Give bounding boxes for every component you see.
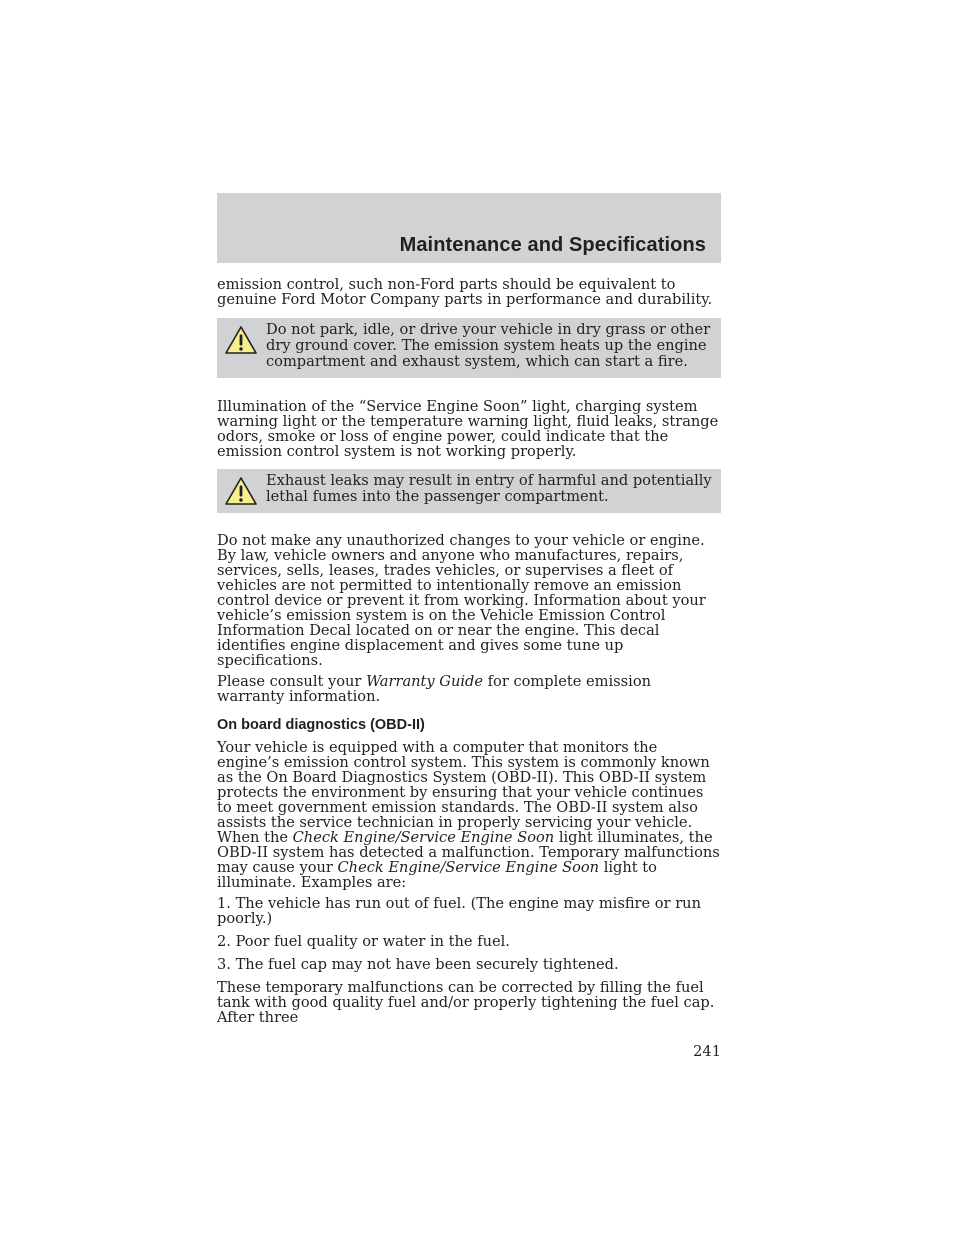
paragraph-1: emission control, such non-Ford parts should be equivalent to genuine Ford Motor Company parts in performance and durability. <box>217 276 713 308</box>
header-band <box>217 193 721 263</box>
p5-text-b: light illuminates, the OBD-II system has detected a malfunction. Temporary malfunctions may cause your <box>217 829 720 876</box>
p5-text-a: Your vehicle is equipped with a computer that monitors the engine’s emission control system. This system is commonly known as the On Board Diagnostics System (OBD-II). This OBD-II system protects the environment by ensuring that your vehicle continues to meet government emission standards. The OBD-II system also assists the service technician in properly servicing your vehicle. When the <box>217 739 710 846</box>
paragraph-6: These temporary malfunctions can be corrected by filling the fuel tank with good quality fuel and/or properly tightening the fuel cap. After three <box>217 979 715 1026</box>
list-item: 1. The vehicle has run out of fuel. (The engine may misfire or run poorly.) <box>217 895 701 927</box>
p5-light-name-1: Check Engine/Service Engine Soon <box>292 829 555 846</box>
page-content <box>217 263 721 1060</box>
warning-text-1: Do not park, idle, or drive your vehicle in dry grass or other dry ground cover. The emission system heats up the engine compartment and exhaust system, which can start a fire. <box>266 321 711 370</box>
paragraph-4 <box>217 674 721 704</box>
warranty-guide-title: Warranty Guide <box>366 673 483 690</box>
warning-box-1 <box>217 318 721 378</box>
warning-box-2 <box>217 469 721 513</box>
manual-page <box>217 193 721 1060</box>
paragraph-3: Do not make any unauthorized changes to your vehicle or engine. By law, vehicle owners and anyone who manufactures, repairs, services, sells, leases, trades vehicles, or supervises a fleet of vehicles are not permitted to intentionally remove an emission control device or prevent it from working. Information about your vehicle’s emission system is on the Vehicle Emission Control Information Decal located on or near the engine. This decal identifies engine displacement and gives some tune up specifications. <box>217 532 706 669</box>
warning-triangle-icon <box>224 476 258 506</box>
warning-text-2: Exhaust leaks may result in entry of harmful and potentially lethal fumes into the passenger compartment. <box>266 472 712 505</box>
paragraph-5 <box>217 740 721 890</box>
page-number: 241 <box>693 1043 721 1060</box>
p5-text-c: light to illuminate. Examples are: <box>217 859 657 891</box>
p4-text-b: for complete emission warranty information. <box>217 673 651 705</box>
list-item: 2. Poor fuel quality or water in the fuel. <box>217 933 510 950</box>
list-item: 3. The fuel cap may not have been securely tightened. <box>217 956 619 973</box>
p5-light-name-2: Check Engine/Service Engine Soon <box>337 859 600 876</box>
p4-text-a: Please consult your <box>217 673 367 690</box>
page-title: Maintenance and Specifications <box>399 234 706 256</box>
paragraph-2: Illumination of the “Service Engine Soon” light, charging system warning light or the temperature warning light, fluid leaks, strange odors, smoke or loss of engine power, could indicate that the emission control system is not working properly. <box>217 398 719 460</box>
section-heading-obd: On board diagnostics (OBD-II) <box>217 717 425 733</box>
warning-triangle-icon <box>224 325 258 355</box>
